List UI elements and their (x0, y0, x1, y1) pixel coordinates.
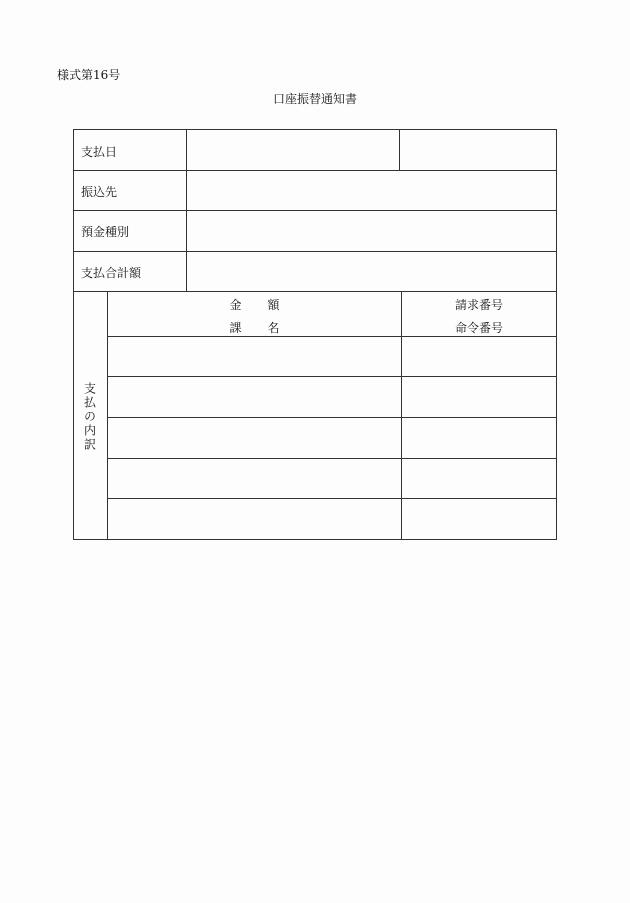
row-divider (73, 291, 557, 292)
entry-amount-section-3[interactable] (108, 418, 401, 458)
header-section-name (108, 319, 401, 336)
payment-total-field[interactable] (187, 252, 556, 291)
table-border-right (556, 129, 557, 540)
payment-date-label: 支払日 (81, 145, 118, 159)
entry-amount-section-1[interactable] (108, 337, 401, 376)
header-amount-char-1: 金 (229, 298, 242, 312)
form-number: 様式第16号 (57, 68, 121, 82)
entry-amount-section-4[interactable] (108, 459, 401, 498)
payment-date-extra-field[interactable] (400, 130, 556, 170)
breakdown-section-text: 支払の内訳 (82, 381, 97, 452)
payment-date-field[interactable] (187, 130, 399, 170)
deposit-type-label: 預金種別 (81, 225, 130, 239)
header-section-char-1: 課 (229, 321, 242, 335)
table-border-bottom (73, 539, 557, 540)
header-order-number: 命令番号 (454, 321, 503, 335)
entry-amount-section-2[interactable] (108, 377, 401, 417)
header-amount-char-2: 額 (267, 298, 280, 312)
entry-amount-section-5[interactable] (108, 499, 401, 539)
header-amount (108, 296, 401, 313)
document-title: 口座振替通知書 (272, 92, 357, 106)
entry-number-2[interactable] (402, 377, 556, 417)
payment-total-label: 支払合計額 (81, 266, 142, 280)
header-invoice-number: 請求番号 (454, 298, 503, 312)
header-section-char-2: 名 (267, 321, 280, 335)
breakdown-section-label (73, 293, 107, 540)
entry-number-5[interactable] (402, 499, 556, 539)
entry-number-1[interactable] (402, 337, 556, 376)
transfer-to-label: 振込先 (81, 185, 118, 199)
entry-number-3[interactable] (402, 418, 556, 458)
entry-number-4[interactable] (402, 459, 556, 498)
transfer-to-field[interactable] (187, 171, 556, 210)
deposit-type-field[interactable] (187, 211, 556, 251)
payment-form-table (73, 129, 557, 540)
